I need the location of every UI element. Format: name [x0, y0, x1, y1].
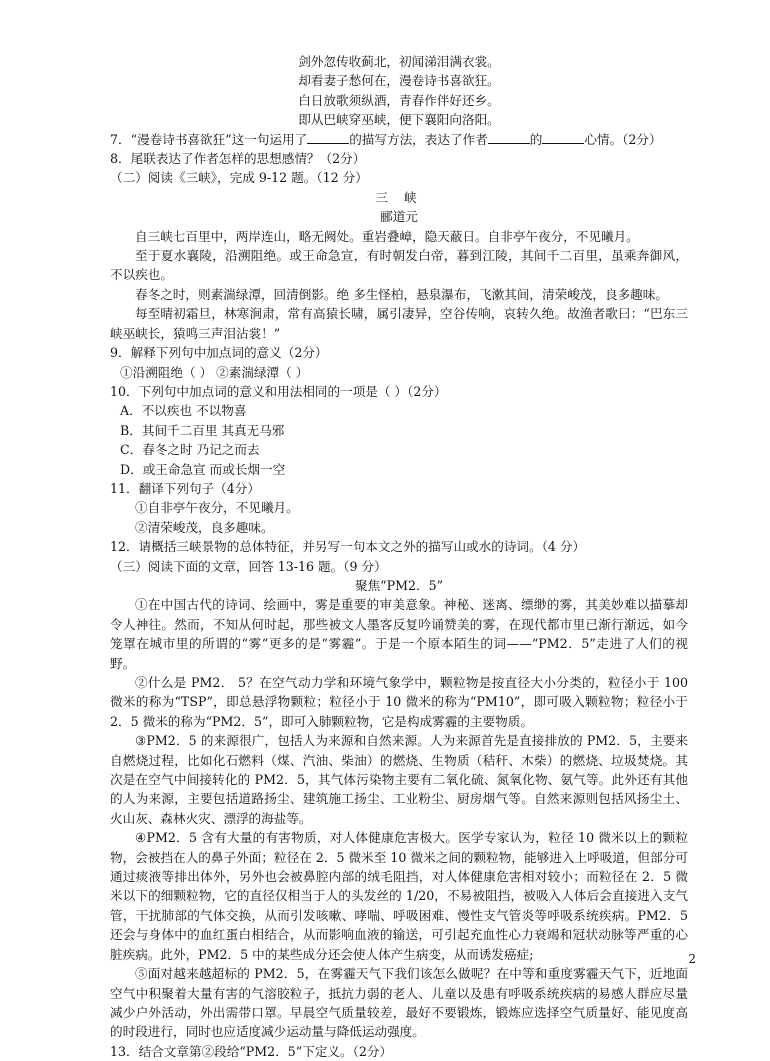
- poem-line: 即从巴峡穿巫峡，便下襄阳向洛阳。: [298, 112, 500, 128]
- passage-paragraph: 至于夏水襄陵，沿溯阻绝。或王命急宣，有时朝发白帝，暮到江陵，其间千二百里，虽乘奔御风，不以疾也。: [110, 248, 688, 283]
- answer-blank[interactable]: [488, 131, 530, 144]
- q7-part-d: 心情。（2分）: [584, 131, 662, 147]
- question-13: 13．结合文章第②段给“PM2．5”下定义。（2分）: [110, 1043, 393, 1059]
- article-title: 聚焦“PM2．5”: [354, 577, 444, 593]
- answer-blank[interactable]: [307, 131, 349, 144]
- question-11: 11．翻译下列句子（4分）: [110, 480, 260, 496]
- question-11-item: ①自非亭午夜分，不见曦月。: [135, 500, 299, 516]
- question-9: 9．解释下列句中加点词的意义（2分）: [110, 345, 328, 361]
- question-12: 12．请概括三峡景物的总体特征，并另写一句本文之外的描写山或水的诗词。（4 分）: [110, 539, 586, 555]
- option-c: C．春冬之时 乃记之而去: [120, 442, 260, 458]
- q7-part-b: 的描写方法，表达了作者: [349, 131, 488, 147]
- article-paragraph: ⑤面对越来越超标的 PM2．5，在雾霾天气下我们该怎么做呢？在中等和重度雾霾天气下，近地面空气中积聚着大量有害的气溶胶粒子，抵抗力弱的老人、儿童以及患有呼吸系统疾病的易感人群应尽量减少户外活动，外出需带口罩。早晨空气质量较差，最好不要锻炼，锻炼应选择空气质量好、能见度高的时段进行，同时也应适度减少运动量与降低运动强度。: [110, 966, 688, 1040]
- question-11-item: ②清荣峻茂，良多趣味。: [135, 519, 274, 535]
- poem: [110, 52, 688, 130]
- passage-paragraph: 春冬之时，则素湍绿潭，回清倒影。绝 多生怪柏，悬泉瀑布，飞漱其间，清荣峻茂，良多趣味。: [135, 286, 668, 302]
- option-a: A．不以疾也 不以物喜: [120, 403, 247, 419]
- poem-line: 剑外忽传收蓟北，初闻涕泪满衣裳。: [298, 54, 500, 69]
- poem-line: 却看妻子愁何在，漫卷诗书喜欲狂。: [298, 73, 500, 89]
- passage-paragraph: 自三峡七百里中，两岸连山，略无阙处。重岩叠嶂，隐天蔽日。自非亭午夜分，不见曦月。: [135, 228, 639, 244]
- section-heading-2: （二）阅读《三峡》，完成 9-12 题。（12 分）: [110, 170, 368, 186]
- article-paragraph: ④PM2．5 含有大量的有害物质，对人体健康危害极大。医学专家认为，粒径 10 微米以上的颗粒物，会被挡在人的鼻子外面；粒径在 2．5 微米至 10 微米之间的颗粒物，能够进入上呼吸道，但部分可通过痰液等排出体外，另外也会被鼻腔内部的绒毛阻挡，对人体健康危害相对较小；而粒径在 2．5 微米以下的细颗粒物，它的直径仅相当于人的头发丝的 1/20，不易被阻挡，被吸入人体后会直接进入支气管，干扰肺部的气体交换，从而引发咳嗽、哮喘、呼吸困难、慢性支气管炎等呼吸系统疾病。PM2．5 还会与身体中的血红蛋白相结合，从而影响血液的输送，可引起充血性心力衰竭和冠状动脉等严重的心脏疾病。此外，PM2．5 中的某些成分还会使人体产生病变，从而诱发癌症;: [110, 830, 688, 962]
- question-9-items: ①沿溯阻绝（ ） ②素湍绿潭（ ）: [120, 364, 309, 380]
- option-d: D．或王命急宣 而或长烟一空: [120, 461, 286, 477]
- article-paragraph: ①在中国古代的诗词、绘画中，雾是重要的审美意象。神秘、迷离、缥缈的雾，其美妙难以描摹却令人神往。然而，不知从何时起，那些被文人墨客反复吟诵赞美的雾，在现代都市里已渐行渐远，如今笼罩在城市里的所谓的“雾”更多的是“雾霾”。于是一个原本陌生的词——“PM2．5”走进了人们的视野。: [110, 597, 688, 671]
- article-paragraph: ②什么是 PM2． 5？在空气动力学和环境气象学中，颗粒物是按直径大小分类的，粒径小于 100 微米的称为“TSP”，即总悬浮物颗粒；粒径小于 10 微米的称为“PM10”，即可吸入颗粒物；粒径小于 2．5 微米的称为“PM2．5”，即可入肺颗粒物，它是构成雾霾的主要物质。: [110, 675, 688, 729]
- passage-author: 郦道元: [380, 209, 418, 225]
- section-heading-3: （三）阅读下面的文章，回答 13-16 题。（9 分）: [110, 558, 387, 574]
- article-paragraph: ③PM2．5 的来源很广，包括人为来源和自然来源。人为来源首先是直接排放的 PM2．5，主要来自燃烧过程，比如化石燃料（煤、汽油、柴油）的燃烧、生物质（秸秆、木柴）的燃烧、垃圾焚烧。其次是在空气中间接转化的 PM2．5，其气体污染物主要有二氧化硫、氮氧化物、氨气等。此外还有其他的人为来源，主要包括道路扬尘、建筑施工扬尘、工业粉尘、厨房烟气等。自然来源则包括风扬尘土、火山灰、森林火灾、漂浮的海盐等。: [110, 733, 688, 826]
- option-b: B．其间千二百里 其真无马邪: [120, 422, 285, 438]
- question-8: 8．尾联表达了作者怎样的思想感情？（2分）: [110, 151, 366, 167]
- answer-blank[interactable]: [542, 131, 584, 144]
- passage-title: 三 峡: [375, 189, 423, 205]
- page-content: [110, 52, 688, 1061]
- question-10: 10．下列句中加点词的意义和用法相同的一项是（ ）（2分）: [110, 383, 447, 399]
- passage-paragraph: 每至晴初霜旦，林寒涧肃，常有高猿长啸，属引凄异，空谷传响，哀转久绝。故渔者歌曰：“巴东三峡巫峡长，猿鸣三声泪沾裳！”: [110, 306, 688, 341]
- q7-part-c: 的: [529, 131, 543, 147]
- poem-line: 白日放歌须纵酒，青春作伴好还乡。: [298, 92, 500, 108]
- question-7: [110, 130, 688, 149]
- page-number: 2: [688, 952, 696, 966]
- q7-part-a: 7．“漫卷诗书喜欲狂”这一句运用了: [110, 131, 308, 147]
